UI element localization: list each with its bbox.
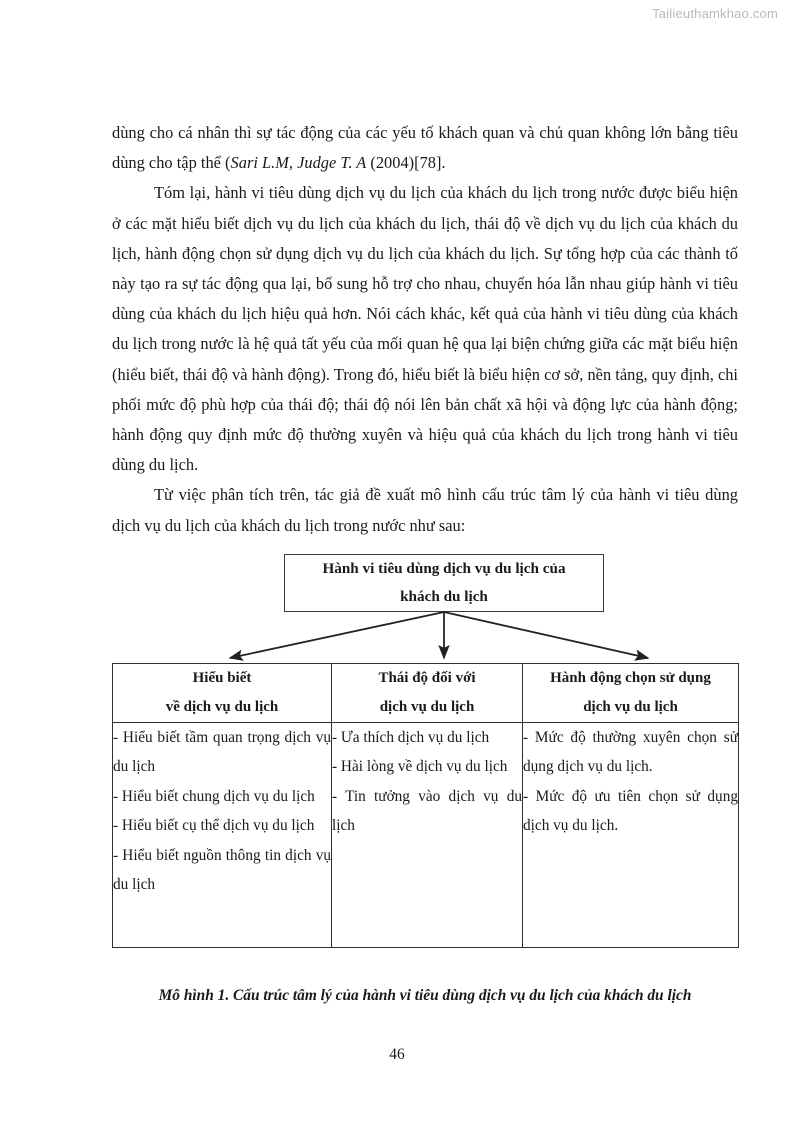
column-header-3-line1: Hành động chọn sử dụng xyxy=(550,669,711,686)
list-item: - Hài lòng về dịch vụ du lịch xyxy=(332,758,508,776)
model-arrows xyxy=(112,611,738,665)
paragraph-1-tail: (2004)[78]. xyxy=(366,153,446,173)
column-header-1-line2: về dịch vụ du lịch xyxy=(165,698,279,715)
column-2-list xyxy=(332,723,522,841)
list-item: - Hiểu biết cụ thể dịch vụ du lịch xyxy=(113,817,315,835)
list-item: - Hiểu biết nguồn thông tin dịch vụ du lịch xyxy=(113,846,331,894)
column-3-list xyxy=(523,723,738,841)
column-header-2 xyxy=(332,663,523,722)
model-top-box-line1: Hành vi tiêu dùng dịch vụ du lịch của xyxy=(322,559,566,577)
column-header-2-line1: Thái độ đối với xyxy=(378,669,476,686)
model-top-box-line2: khách du lịch xyxy=(400,587,488,605)
arrows-svg xyxy=(112,611,738,665)
paragraph-1-text: dùng cho cá nhân thì sự tác động của các yếu tố khách quan và chủ quan không lớn bằng tiêu dùng cho tập thể ( xyxy=(112,123,738,173)
model-table xyxy=(112,663,739,948)
page-content xyxy=(112,118,738,1007)
column-1-list xyxy=(113,723,331,900)
list-item: - Tin tưởng vào dịch vụ du lịch xyxy=(332,787,522,835)
column-body-1 xyxy=(113,722,332,947)
arrow-to-column-1 xyxy=(230,612,444,658)
list-item: - Hiểu biết chung dịch vụ du lịch xyxy=(113,787,315,805)
column-header-3 xyxy=(523,663,739,722)
column-header-1 xyxy=(113,663,332,722)
model-top-box xyxy=(284,554,604,612)
column-body-3 xyxy=(523,722,739,947)
list-item: - Hiểu biết tầm quan trọng dịch vụ du lịch xyxy=(113,728,331,776)
page-number: 46 xyxy=(389,1046,405,1063)
paragraph-continued xyxy=(112,118,738,178)
list-item: - Mức độ ưu tiên chọn sử dụng dịch vụ du lịch. xyxy=(523,787,738,835)
column-header-3-line2: dịch vụ du lịch xyxy=(583,698,678,715)
figure-caption: Mô hình 1. Cấu trúc tâm lý của hành vi tiêu dùng dịch vụ du lịch của khách du lịch xyxy=(158,986,692,1004)
paragraph-proposal: Từ việc phân tích trên, tác giả đề xuất mô hình cấu trúc tâm lý của hành vi tiêu dùng dịch vụ du lịch của khách du lịch trong nước như sau: xyxy=(112,485,738,535)
column-header-1-line1: Hiểu biết xyxy=(192,669,252,686)
column-body-2 xyxy=(332,722,523,947)
paragraph-1-citation: Sari L.M, Judge T. A xyxy=(230,153,367,173)
column-header-2-line2: dịch vụ du lịch xyxy=(379,698,475,715)
table-row-items xyxy=(113,722,739,947)
list-item: - Ưa thích dịch vụ du lịch xyxy=(332,728,490,746)
model-diagram xyxy=(112,545,738,965)
list-item: - Mức độ thường xuyên chọn sử dụng dịch vụ du lịch. xyxy=(523,728,738,776)
arrow-to-column-3 xyxy=(444,612,648,658)
table-row-headers xyxy=(113,663,739,722)
watermark-label: Tailieuthamkhao.com xyxy=(652,6,778,21)
paragraph-summary: Tóm lại, hành vi tiêu dùng dịch vụ du lịch của khách du lịch trong nước được biểu hiện ở các mặt hiểu biết dịch vụ du lịch của khách du lịch, thái độ về dịch vụ du lịch của khách du lịch, hành động chọn sử dụng dịch vụ du lịch của khách du lịch. Sự tổng hợp của các thành tố này tạo ra sự tác động qua lại, bổ sung hỗ trợ cho nhau, chuyển hóa lẫn nhau giúp hành vi tiêu dùng của khách du lịch hiệu quả hơn. Nói cách khác, kết quả của hành vi tiêu dùng của khách du lịch trong nước là hệ quả tất yếu của mối quan hệ qua lại biện chứng giữa các mặt biểu hiện (hiểu biết, thái độ và hành động). Trong đó, hiểu biết là biểu hiện cơ sở, nền tảng, quy định, chi phối mức độ phù hợp của thái độ; thái độ nói lên bản chất xã hội và động lực của hành động; hành động quy định mức độ thường xuyên và hiệu quả của khách du lịch trong hành vi tiêu dùng du lịch. xyxy=(112,183,738,475)
